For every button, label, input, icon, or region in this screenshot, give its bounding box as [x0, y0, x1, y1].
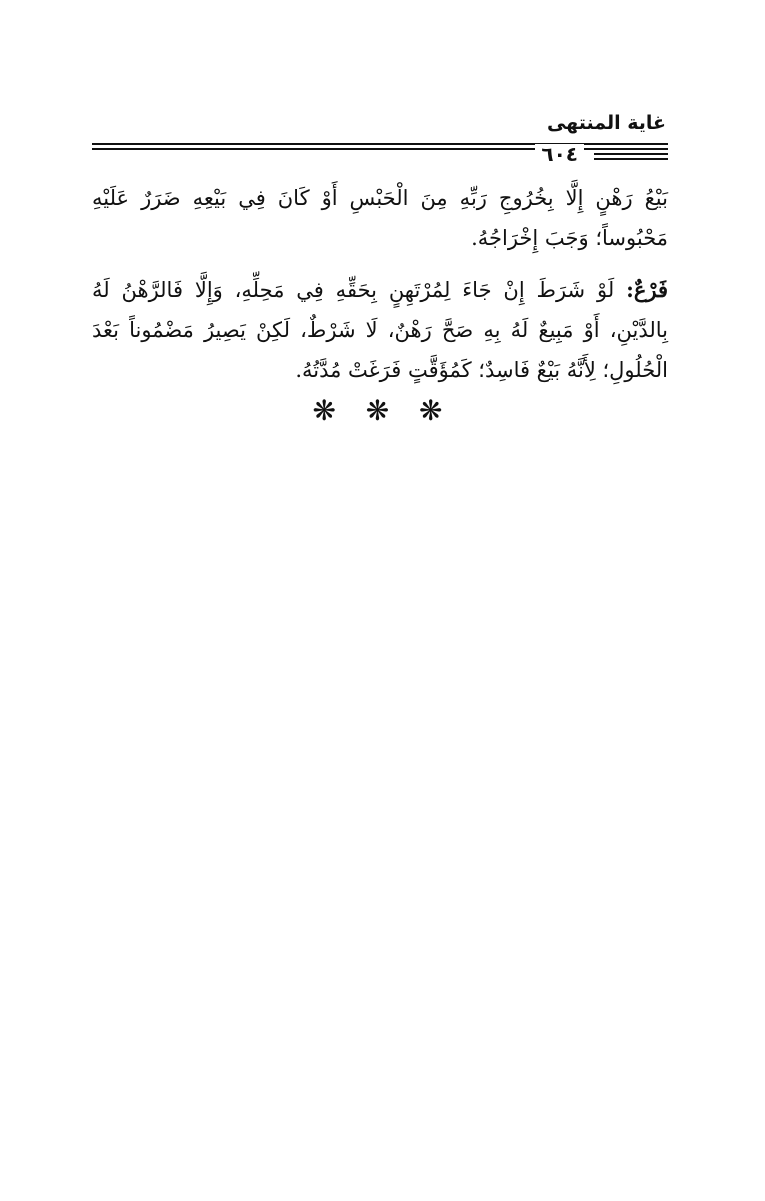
body-text	[92, 178, 668, 390]
page-number: ٦٠٤	[535, 144, 584, 164]
paragraph-lead: فَرْعٌ:	[626, 277, 668, 302]
paragraph	[92, 270, 668, 390]
paragraph	[92, 178, 668, 258]
short-rule-top	[594, 153, 668, 155]
short-rule-bottom	[594, 158, 668, 160]
paragraph-text: لَوْ شَرَطَ إِنْ جَاءَ لِمُرْتَهِنٍ بِحَقِّهِ فِي مَحِلِّهِ، وَإِلَّا فَالرَّهْنُ لَهُ بِالدَّيْنِ، أَوْ مَبِيعٌ لَهُ بِهِ صَحَّ رَهْنٌ، لَا شَرْطٌ، لَكِنْ يَصِيرُ مَضْمُوناً بَعْدَ الْحُلُولِ؛ لِأَنَّهُ بَيْعٌ فَاسِدٌ؛ كَمُؤَقَّتٍ فَرَغَتْ مُدَّتُهُ.	[92, 278, 668, 382]
running-title: غاية المنتهى	[546, 112, 666, 134]
section-end-ornament: ❋ ❋ ❋	[312, 394, 453, 427]
header-rule	[92, 140, 668, 166]
paragraph-text: بَيْعُ رَهْنٍ إِلَّا بِخُرُوجِ رَبِّهِ مِنَ الْحَبْسِ أَوْ كَانَ فِي بَيْعِهِ ضَرَرٌ عَلَيْهِ مَحْبُوساً؛ وَجَبَ إِخْرَاجُهُ.	[92, 186, 668, 250]
